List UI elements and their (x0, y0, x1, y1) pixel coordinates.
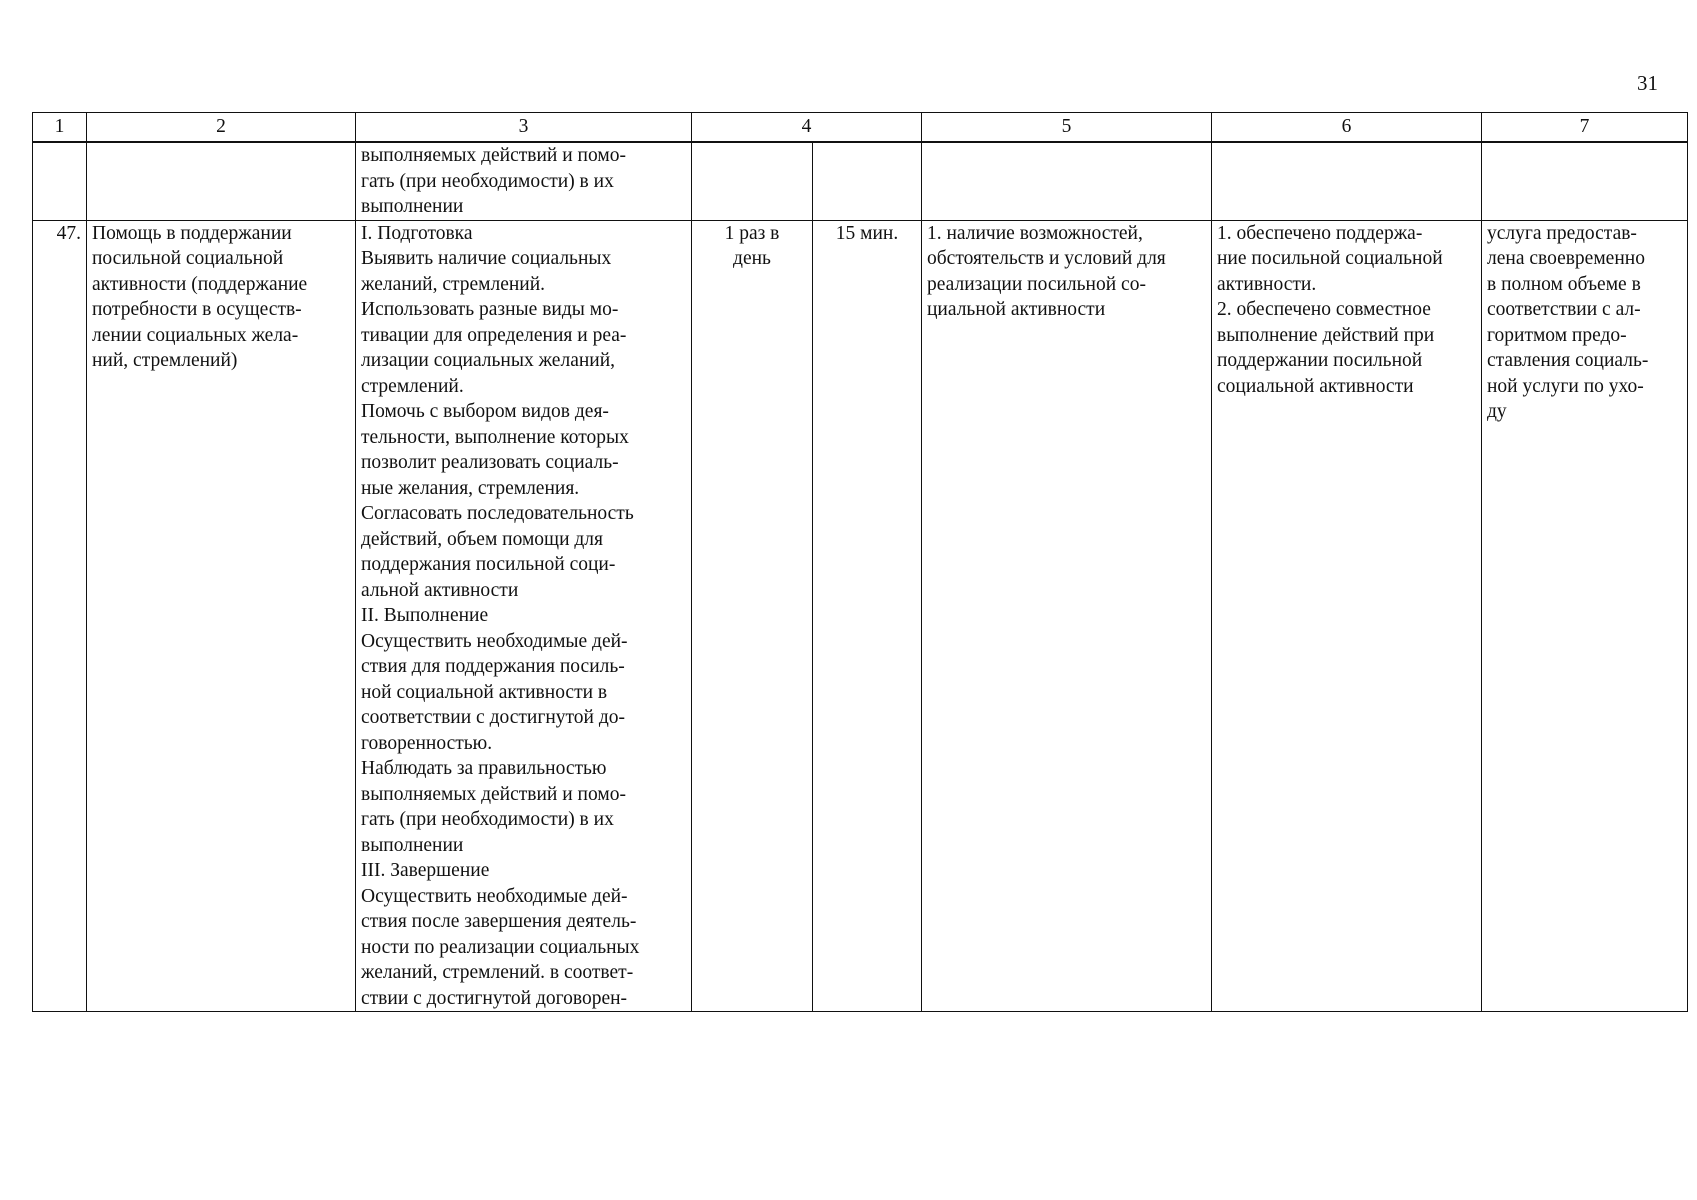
text-line: ствия после завершения деятель- (361, 911, 637, 932)
text-line: говоренностью. (361, 732, 493, 754)
header-col-6: 6 (1212, 113, 1482, 143)
text-line: ние посильной социальной (1217, 248, 1443, 269)
text-line: ности по реализации социальных (361, 936, 640, 958)
text-line: I. Подготовка (361, 222, 473, 244)
text-line: социальной активности (1217, 375, 1414, 397)
table-row-47 (33, 220, 1688, 1012)
text-line: 1. наличие возможностей, (927, 222, 1143, 244)
text-line: Использовать разные виды мо- (361, 299, 619, 320)
text-line: Выявить наличие социальных (361, 248, 612, 269)
text-line: соответствии с достигнутой до- (361, 707, 626, 728)
service-content-cell (356, 220, 692, 1012)
text-line: 1 раз в (724, 222, 780, 244)
text-line: выполнение действий при (1217, 324, 1435, 346)
continuation-cell-name (87, 142, 356, 220)
text-line: соответствии с ал- (1487, 299, 1641, 320)
quality-cell (1482, 220, 1688, 1012)
text-line: Помочь с выбором видов дея- (361, 401, 609, 422)
text-line: 1. обеспечено поддержа- (1217, 222, 1423, 244)
text-line: выполняемых действий и помо- (361, 145, 626, 166)
frequency-cell (692, 220, 813, 1012)
text-line: желаний, стремлений. в соответ- (361, 962, 634, 983)
text-line: выполнении (361, 196, 464, 217)
conditions-cell (922, 220, 1212, 1012)
text-line: альной активности (361, 579, 519, 601)
text-line: II. Выполнение (361, 605, 489, 626)
text-line: в полном объеме в (1487, 273, 1641, 295)
continuation-cell-duration (813, 142, 922, 220)
text-line: ствия для поддержания посиль- (361, 656, 625, 677)
text-line: Наблюдать за правильностью (361, 758, 607, 779)
text-line: тельности, выполнение которых (361, 426, 629, 448)
column-number-header-row (33, 113, 1688, 143)
service-name-cell (87, 220, 356, 1012)
row-number: 47. (33, 220, 87, 1012)
text-line: 2. обеспечено совместное (1217, 299, 1431, 320)
text-line: поддержания посильной соци- (361, 554, 616, 575)
text-line: активности. (1217, 273, 1317, 295)
continuation-cell-frequency (692, 142, 813, 220)
text-line: посильной социальной (92, 248, 284, 269)
continuation-cell-quality (1482, 142, 1688, 220)
text-line: Осуществить необходимые дей- (361, 630, 628, 652)
text-line: III. Завершение (361, 860, 490, 881)
text-line: выполняемых действий и помо- (361, 783, 626, 805)
text-line: активности (поддержание (92, 273, 308, 295)
text-line: обстоятельств и условий для (927, 248, 1166, 269)
text-line: гать (при необходимости) в их (361, 809, 614, 830)
duration-cell: 15 мин. (813, 220, 922, 1012)
text-line: выполнении (361, 834, 464, 856)
text-line: действий, объем помощи для (361, 528, 604, 550)
text-line: горитмом предо- (1487, 324, 1627, 346)
text-line: ной социальной активности в (361, 681, 608, 703)
text-line: ставления социаль- (1487, 350, 1649, 371)
text-line: лена своевременно (1487, 248, 1645, 269)
text-line: лизации социальных желаний, (361, 350, 616, 371)
header-col-3: 3 (356, 113, 692, 143)
continuation-cell-content (356, 142, 692, 220)
page-number: 31 (1637, 71, 1658, 95)
text-line: ствии с достигнутой договорен- (361, 987, 628, 1009)
text-line: ний, стремлений) (92, 350, 238, 371)
text-line: циальной активности (927, 299, 1106, 320)
text-line: ду (1487, 401, 1507, 422)
header-col-5: 5 (922, 113, 1212, 143)
continuation-cell-number (33, 142, 87, 220)
text-line: тивации для определения и реа- (361, 324, 627, 346)
text-line: ные желания, стремления. (361, 477, 580, 499)
text-line: желаний, стремлений. (361, 273, 546, 295)
header-col-2: 2 (87, 113, 356, 143)
header-col-7: 7 (1482, 113, 1688, 143)
text-line: стремлений. (361, 375, 464, 397)
continuation-cell-conditions (922, 142, 1212, 220)
text-line: поддержании посильной (1217, 350, 1423, 371)
text-line: потребности в осуществ- (92, 299, 302, 320)
continuation-cell-results (1212, 142, 1482, 220)
text-line: услуга предостав- (1487, 222, 1637, 244)
text-line: день (733, 248, 771, 269)
text-line: Помощь в поддержании (92, 222, 292, 244)
header-col-4: 4 (692, 113, 922, 143)
text-line: позволит реализовать социаль- (361, 452, 619, 473)
results-cell (1212, 220, 1482, 1012)
text-line: ной услуги по ухо- (1487, 375, 1644, 397)
header-col-1: 1 (33, 113, 87, 143)
text-line: Осуществить необходимые дей- (361, 885, 628, 907)
text-line: Согласовать последовательность (361, 503, 634, 524)
service-standards-table (32, 112, 1688, 1012)
text-line: гать (при необходимости) в их (361, 170, 614, 192)
continuation-row (33, 142, 1688, 220)
text-line: реализации посильной со- (927, 273, 1146, 295)
text-line: лении социальных жела- (92, 324, 299, 346)
